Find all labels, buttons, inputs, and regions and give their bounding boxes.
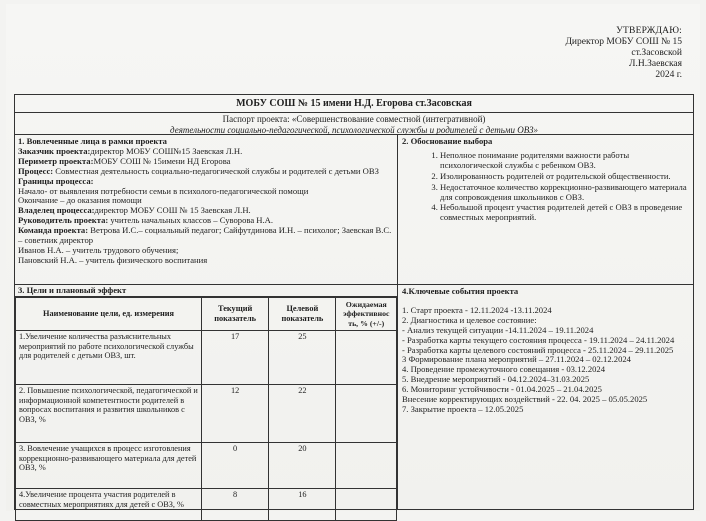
- table-row: [16, 489, 397, 521]
- event-item: 7. Закрытие проекта – 12.05.2025: [402, 403, 524, 414]
- document-title: МОБУ СОШ № 15 имени Н.Д. Егорова ст.Засовская: [15, 95, 693, 113]
- goal-name: 3. Вовлечение учащихся в процесс изготовления коррекционно-развивающего материала для детей ОВЗ, %: [16, 443, 202, 489]
- col-goal-name: Наименование цели, ед. измерения: [16, 298, 202, 331]
- section-2-heading: 2. Обоснование выбора: [402, 136, 493, 146]
- goals-header-row: [16, 298, 397, 331]
- right-column: [398, 135, 693, 509]
- event-item: Внесение корректирующих воздействий - 22. 04. 2025 – 05.05.2025: [402, 394, 648, 405]
- col-effect: Ожидаемая эффективнос ть, % (+/-): [336, 298, 397, 331]
- event-item: 3 Формирование плана мероприятий – 27.11.2024 – 02.12.2024: [402, 354, 631, 365]
- goal-effect: [336, 385, 397, 443]
- event-item: - Разработка карты текущего состояния процесса - 19.11.2024 – 24.11.2024: [402, 334, 675, 345]
- rationale-list: [402, 151, 689, 223]
- approval-line-5: 2024 г.: [655, 70, 682, 80]
- goal-name: 1.Увеличение количества разъяснительных мероприятий по работе психологической службы для родителей с детьми ОВЗ, шт.: [16, 331, 202, 385]
- bounds-start: Начало- от выявления потребности семьи в психолого-педагогической помощи: [18, 185, 309, 196]
- goal-target: 20: [269, 443, 336, 489]
- document-sheet: [6, 4, 700, 511]
- section-4-heading: 4.Ключевые события проекта: [402, 286, 519, 296]
- goal-effect: [336, 443, 397, 489]
- list-item: 2. Изолированность родителей от родительской общественности.: [440, 172, 689, 182]
- col-current: Текущий показатель: [202, 298, 269, 331]
- passport-title: [15, 113, 693, 135]
- left-column: [15, 135, 398, 509]
- goals-table: [15, 297, 397, 521]
- approval-line-4: Л.Н.Заевская: [629, 59, 682, 69]
- list-item: 3. Недостаточное количество коррекционно-развивающего материала для сопровождения школьников с ОВЗ.: [440, 183, 689, 203]
- goal-current: 8: [202, 489, 269, 521]
- col-target: Целевой показатель: [269, 298, 336, 331]
- approval-line-1: УТВЕРЖДАЮ:: [616, 26, 682, 36]
- section-goals: [15, 285, 397, 509]
- goal-name: 4.Увеличение процента участия родителей в совместных мероприятиях для детей с ОВЗ, %: [16, 489, 202, 521]
- section-rationale: [398, 135, 693, 285]
- approval-line-3: ст.Засовской: [631, 48, 682, 58]
- goal-current: 12: [202, 385, 269, 443]
- goal-effect: [336, 331, 397, 385]
- team-line-2: Иванов Н.А. – учитель трудового обучения;: [18, 244, 179, 255]
- event-item: 5. Внедрение мероприятий - 04.12.2024–31.03.2025: [402, 374, 590, 385]
- process-line: Процесс: Совместная деятельность социально-педагогической службы и родителей с детьми ОВЗ: [18, 165, 379, 176]
- list-item: 4. Небольшой процент участия родителей детей с ОВЗ в проведение совместных мероприятий.: [440, 203, 689, 223]
- goal-current: 0: [202, 443, 269, 489]
- table-row: [16, 443, 397, 489]
- section-key-events: [398, 285, 693, 509]
- customer-line: Заказчик проекта:директор МОБУ СОШ№15 Заевская Л.Н.: [18, 145, 243, 156]
- content-grid: [15, 135, 693, 509]
- passport-line-2: деятельности социально-педагогической, психологической службы и родителей с детьми ОВЗ»: [170, 124, 538, 135]
- event-item: 6. Мониторинг устойчивости - 01.04.2025 – 21.04.2025: [402, 384, 602, 395]
- goal-current: 17: [202, 331, 269, 385]
- event-item: 1. Старт проекта - 12.11.2024 -13.11.2024: [402, 304, 552, 315]
- passport-line-1: Паспорт проекта: «Совершенствование совместной (интегративной): [222, 114, 486, 124]
- table-row: [16, 385, 397, 443]
- owner-line: Владелец процесса:директор МОБУ СОШ № 15 Заевская Л.Н.: [18, 205, 251, 216]
- event-item: - Разработка карты целевого состояний процесса - 25.11.2024 – 29.11.2025: [402, 344, 674, 355]
- table-row: [16, 331, 397, 385]
- goal-name: 2. Повышение психологической, педагогической и информационной компетентности родителей в вопросах воспитания и развития школьников с ОВЗ, %: [16, 385, 202, 443]
- section-1-heading: 1. Вовлеченные лица в рамки проекта: [18, 136, 167, 146]
- list-item: 1. Неполное понимание родителями важности работы психологической службы с ребенком ОВЗ.: [440, 151, 689, 171]
- event-item: - Анализ текущей ситуации -14.11.2024 – 19.11.2024: [402, 324, 594, 335]
- perimeter-line: Периметр проекта:МОБУ СОШ № 15имени НД Егорова: [18, 155, 231, 166]
- section-3-heading: 3. Цели и плановый эффект: [15, 285, 397, 297]
- bounds-heading: Границы процесса:: [18, 175, 94, 186]
- team-line: Команда проекта: Ветрова И.С.– социальный педагог; Сайфутдинова И.Н. – психолог; Заевская В.С. – советник директор: [18, 225, 392, 246]
- approval-block: [565, 26, 682, 81]
- event-item: 2. Диагностика и целевое состояние:: [402, 314, 537, 325]
- team-line-3: Пановский Н.А. – учитель физического воспитания: [18, 254, 208, 265]
- passport-table: [14, 94, 694, 510]
- goal-target: 25: [269, 331, 336, 385]
- event-item: 4. Проведение промежуточного совещания - 03.12.2024: [402, 364, 606, 375]
- approval-line-2: Директор МОБУ СОШ № 15: [565, 37, 682, 47]
- section-involved-persons: [15, 135, 397, 285]
- goal-effect: [336, 489, 397, 521]
- bounds-end: Окончание – до оказания помощи: [18, 195, 142, 206]
- leader-line: Руководитель проекта: учитель начальных классов – Суворова Н.А.: [18, 215, 274, 226]
- goal-target: 16: [269, 489, 336, 521]
- goal-target: 22: [269, 385, 336, 443]
